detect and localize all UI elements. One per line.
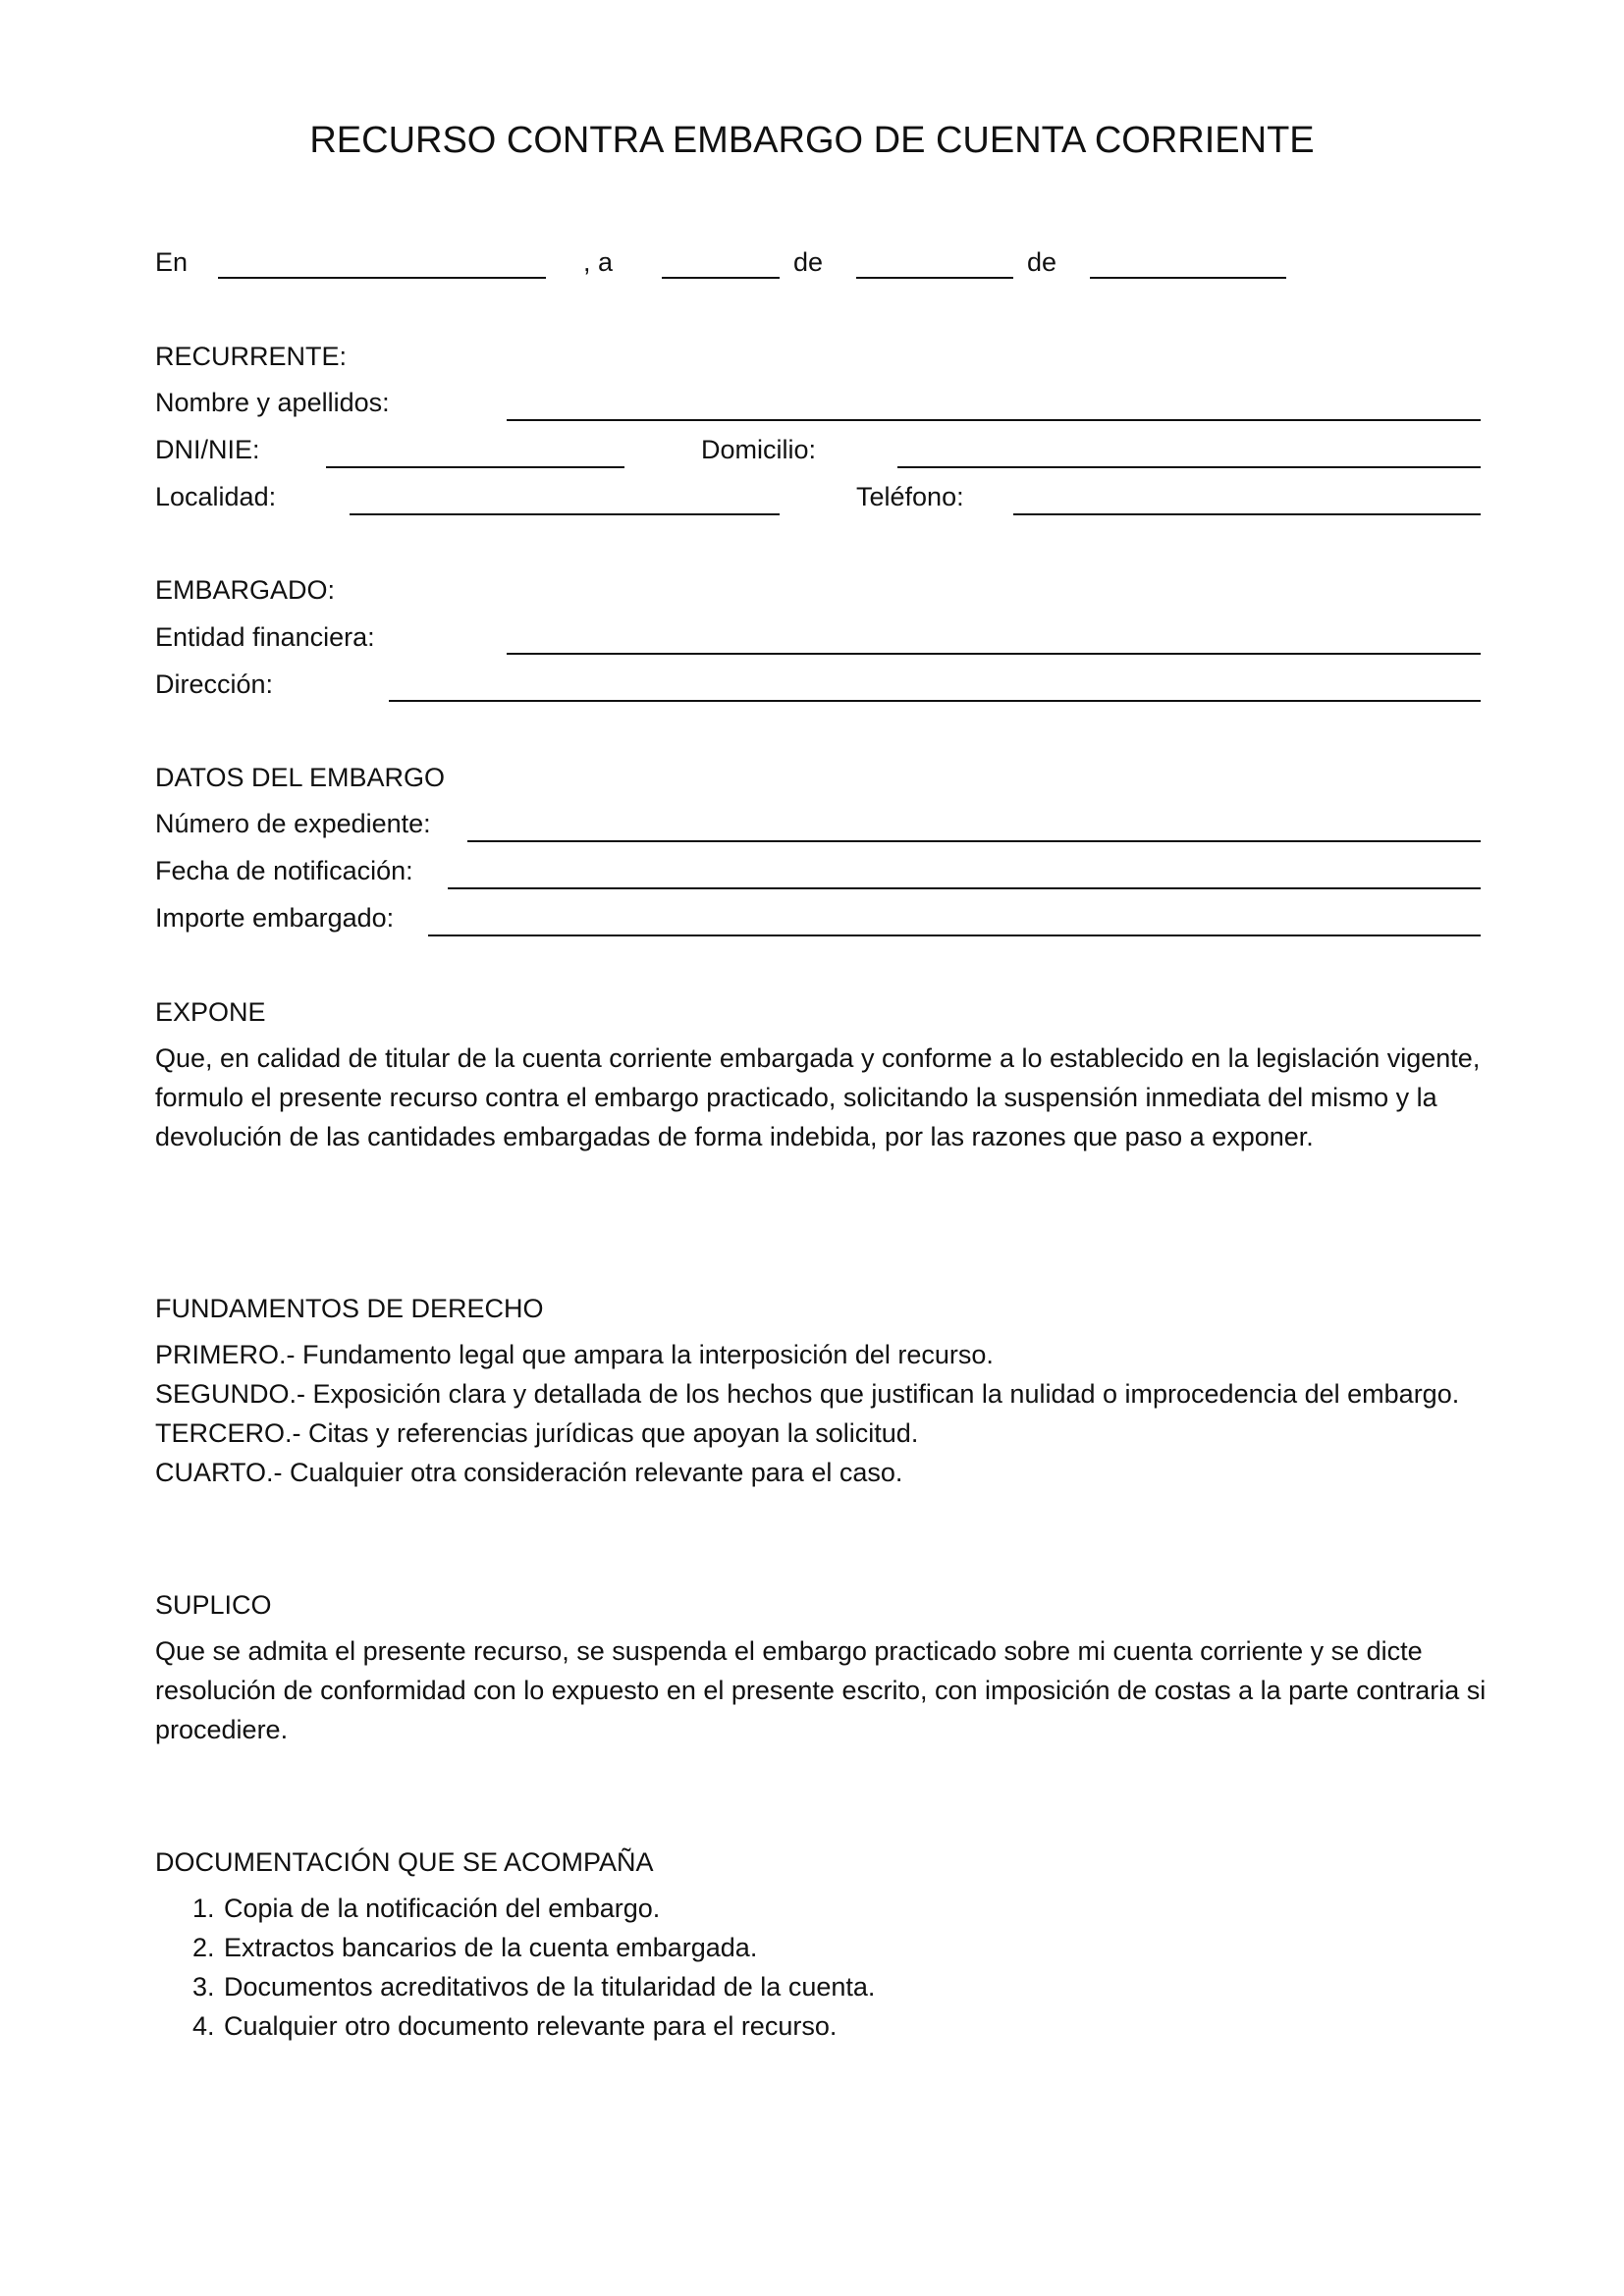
direccion-label: Dirección:: [155, 669, 274, 699]
fundamento-item: TERCERO.- Citas y referencias jurídicas que apoyan la solicitud.: [155, 1418, 919, 1448]
date-de-label-1: de: [793, 247, 824, 277]
fecha-notificacion-field-line[interactable]: [448, 887, 1481, 889]
date-en-label: En: [155, 247, 189, 277]
dni-field-line[interactable]: [326, 466, 624, 468]
day-field-line[interactable]: [662, 277, 780, 279]
city-field-line[interactable]: [218, 277, 546, 279]
fundamento-item: CUARTO.- Cualquier otra consideración relevante para el caso.: [155, 1458, 903, 1487]
telefono-label: Teléfono:: [856, 482, 964, 511]
expone-text: Que, en calidad de titular de la cuenta corriente embargada y conforme a lo establecido en la legislación vigente, formulo el presente recurso contra el embargo practicado, solicitando la suspensión inmediata del mismo y la devolución de las cantidades embargadas de forma indebida, por las razones que paso a exponer.: [155, 1043, 1481, 1151]
documentacion-item: [155, 2006, 875, 2046]
fundamento-item: SEGUNDO.- Exposición clara y detallada de los hechos que justifican la nulidad o improcedencia del embargo.: [155, 1379, 1460, 1409]
documentacion-heading: DOCUMENTACIÓN QUE SE ACOMPAÑA: [155, 1847, 654, 1877]
fecha-notificacion-label: Fecha de notificación:: [155, 856, 413, 885]
expediente-label: Número de expediente:: [155, 809, 431, 838]
expone-heading: EXPONE: [155, 997, 266, 1027]
embargado-heading: EMBARGADO:: [155, 575, 336, 605]
domicilio-label: Domicilio:: [701, 435, 817, 464]
documentacion-list: [155, 1889, 875, 2046]
entidad-label: Entidad financiera:: [155, 622, 375, 652]
nombre-label: Nombre y apellidos:: [155, 388, 390, 417]
importe-field-line[interactable]: [428, 934, 1481, 936]
item-number: 3.: [192, 1972, 215, 2002]
recurrente-heading: RECURRENTE:: [155, 342, 348, 371]
localidad-label: Localidad:: [155, 482, 277, 511]
documentacion-item: [155, 1967, 875, 2006]
item-number: 1.: [192, 1894, 215, 1923]
item-number: 4.: [192, 2011, 215, 2041]
item-text: Copia de la notificación del embargo.: [224, 1894, 661, 1923]
nombre-field-line[interactable]: [507, 419, 1481, 421]
documentacion-item: [155, 1928, 875, 1967]
year-field-line[interactable]: [1090, 277, 1286, 279]
document-title: RECURSO CONTRA EMBARGO DE CUENTA CORRIENTE: [309, 120, 1315, 161]
fundamento-item: PRIMERO.- Fundamento legal que ampara la interposición del recurso.: [155, 1340, 994, 1369]
entidad-field-line[interactable]: [507, 653, 1481, 655]
dni-label: DNI/NIE:: [155, 435, 260, 464]
direccion-field-line[interactable]: [389, 700, 1481, 702]
documentacion-item: [155, 1889, 875, 1928]
domicilio-field-line[interactable]: [897, 466, 1481, 468]
suplico-text: Que se admita el presente recurso, se suspenda el embargo practicado sobre mi cuenta corriente y se dicte resolución de conformidad con lo expuesto en el presente escrito, con imposición de costas a la parte contraria si procediere.: [155, 1636, 1487, 1744]
datos-embargo-heading: DATOS DEL EMBARGO: [155, 763, 446, 792]
item-text: Cualquier otro documento relevante para el recurso.: [224, 2011, 838, 2041]
date-a-label: , a: [583, 247, 614, 277]
telefono-field-line[interactable]: [1013, 513, 1481, 515]
item-number: 2.: [192, 1933, 215, 1962]
importe-label: Importe embargado:: [155, 903, 395, 933]
fundamentos-heading: FUNDAMENTOS DE DERECHO: [155, 1294, 544, 1323]
item-text: Extractos bancarios de la cuenta embargada.: [224, 1933, 758, 1962]
month-field-line[interactable]: [856, 277, 1013, 279]
expediente-field-line[interactable]: [467, 840, 1481, 842]
localidad-field-line[interactable]: [350, 513, 780, 515]
fundamentos-list: [155, 1335, 1520, 1492]
date-de-label-2: de: [1027, 247, 1057, 277]
suplico-heading: SUPLICO: [155, 1590, 272, 1620]
item-text: Documentos acreditativos de la titularidad de la cuenta.: [224, 1972, 876, 2002]
